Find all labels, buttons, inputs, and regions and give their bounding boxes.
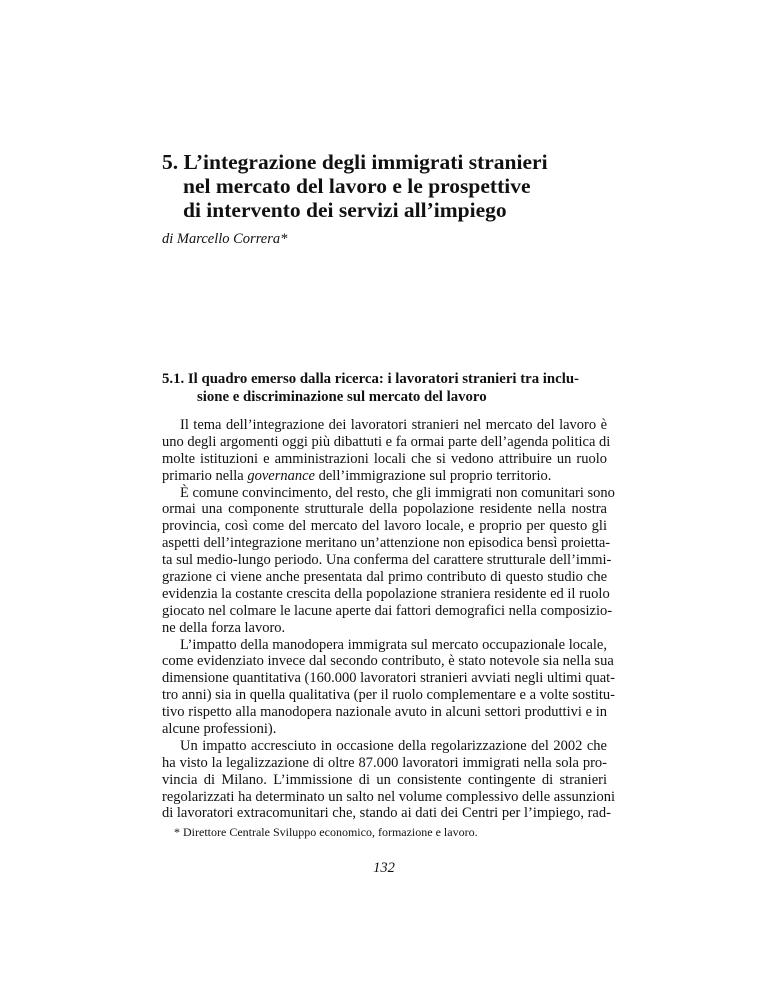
text-line: ha visto la legalizzazione di oltre 87.000 lavoratori immigrati nella sola pro-: [162, 754, 607, 771]
text-line: L’impatto della manodopera immigrata sul mercato occupazionale locale,: [180, 636, 607, 653]
text-line: evidenzia la costante crescita della popolazione straniera residente ed il ruolo: [162, 585, 610, 602]
text-line: giocato nel colmare le lacune aperte dai fattori demografici nella composizio-: [162, 602, 613, 619]
page-number: 132: [373, 860, 395, 876]
text-line: aspetti dell’integrazione meritano un’attenzione non episodica bensì proietta-: [162, 535, 611, 552]
chapter-title-line: nel mercato del lavoro e le prospettive: [183, 174, 531, 198]
emphasis-term: governance: [247, 467, 315, 484]
text-line: ta sul medio-lungo periodo. Una conferma del carattere strutturale dell’immi-: [162, 552, 612, 569]
text-line: tivo rispetto alla manodopera nazionale avuto in alcuni settori produttivi e in: [162, 704, 607, 721]
text-line: ne della forza lavoro.: [162, 619, 286, 636]
text-line: È comune convincimento, del resto, che gli immigrati non comunitari sono: [180, 484, 615, 501]
text-line: Il tema dell’integrazione dei lavoratori stranieri nel mercato del lavoro è: [180, 417, 607, 433]
text-line: ormai una componente strutturale della popolazione residente nella nostra: [162, 501, 607, 518]
text-line: come evidenziato invece dal secondo contributo, è stato notevole sia nella sua: [162, 653, 614, 670]
text-line: Un impatto accresciuto in occasione della regolarizzazione del 2002 che: [180, 737, 607, 754]
text-line: molte istituzioni e amministrazioni locali che si vedono attribuire un ruolo: [162, 450, 607, 467]
text-line: regolarizzati ha determinato un salto nel volume complessivo delle assunzioni: [162, 788, 615, 805]
text-line: uno degli argomenti oggi più dibattuti e fa ormai parte dell’agenda politica di: [162, 433, 611, 450]
text-line: provincia, così come del mercato del lavoro locale, e proprio per questo gli: [162, 518, 607, 535]
text-line: grazione ci viene anche presentata dal primo contributo di questo studio che: [162, 569, 607, 586]
text-line: di lavoratori extracomunitari che, stando ai dati dei Centri per l’impiego, rad-: [162, 805, 611, 822]
body-text: [162, 417, 616, 822]
section-heading-line: sione e discriminazione sul mercato del lavoro: [197, 389, 487, 405]
text-line: alcune professioni).: [162, 721, 277, 738]
text-fragment: primario nella: [162, 467, 248, 484]
chapter-title-line: di intervento dei servizi all’impiego: [183, 198, 507, 222]
chapter-author: di Marcello Correra*: [162, 231, 288, 247]
section-heading-line: 5.1. Il quadro emerso dalla ricerca: i lavoratori stranieri tra inclu-: [162, 371, 579, 387]
footnote: * Direttore Centrale Sviluppo economico, formazione e lavoro.: [174, 825, 478, 839]
section-heading: [162, 370, 612, 406]
text-line: vincia di Milano. L’immissione di un consistente contingente di stranieri: [162, 771, 607, 788]
text-fragment: dell’immigrazione sul proprio territorio.: [315, 467, 552, 484]
chapter-title-line: 5. L’integrazione degli immigrati stranieri: [162, 150, 548, 174]
chapter-title: [162, 150, 642, 222]
text-line: dimensione quantitativa (160.000 lavoratori stranieri avviati negli ultimi quat-: [162, 670, 616, 687]
text-line: tro anni) sia in quella qualitativa (per il ruolo complementare e a volte sostitu-: [162, 687, 615, 704]
text-line: [162, 468, 607, 485]
